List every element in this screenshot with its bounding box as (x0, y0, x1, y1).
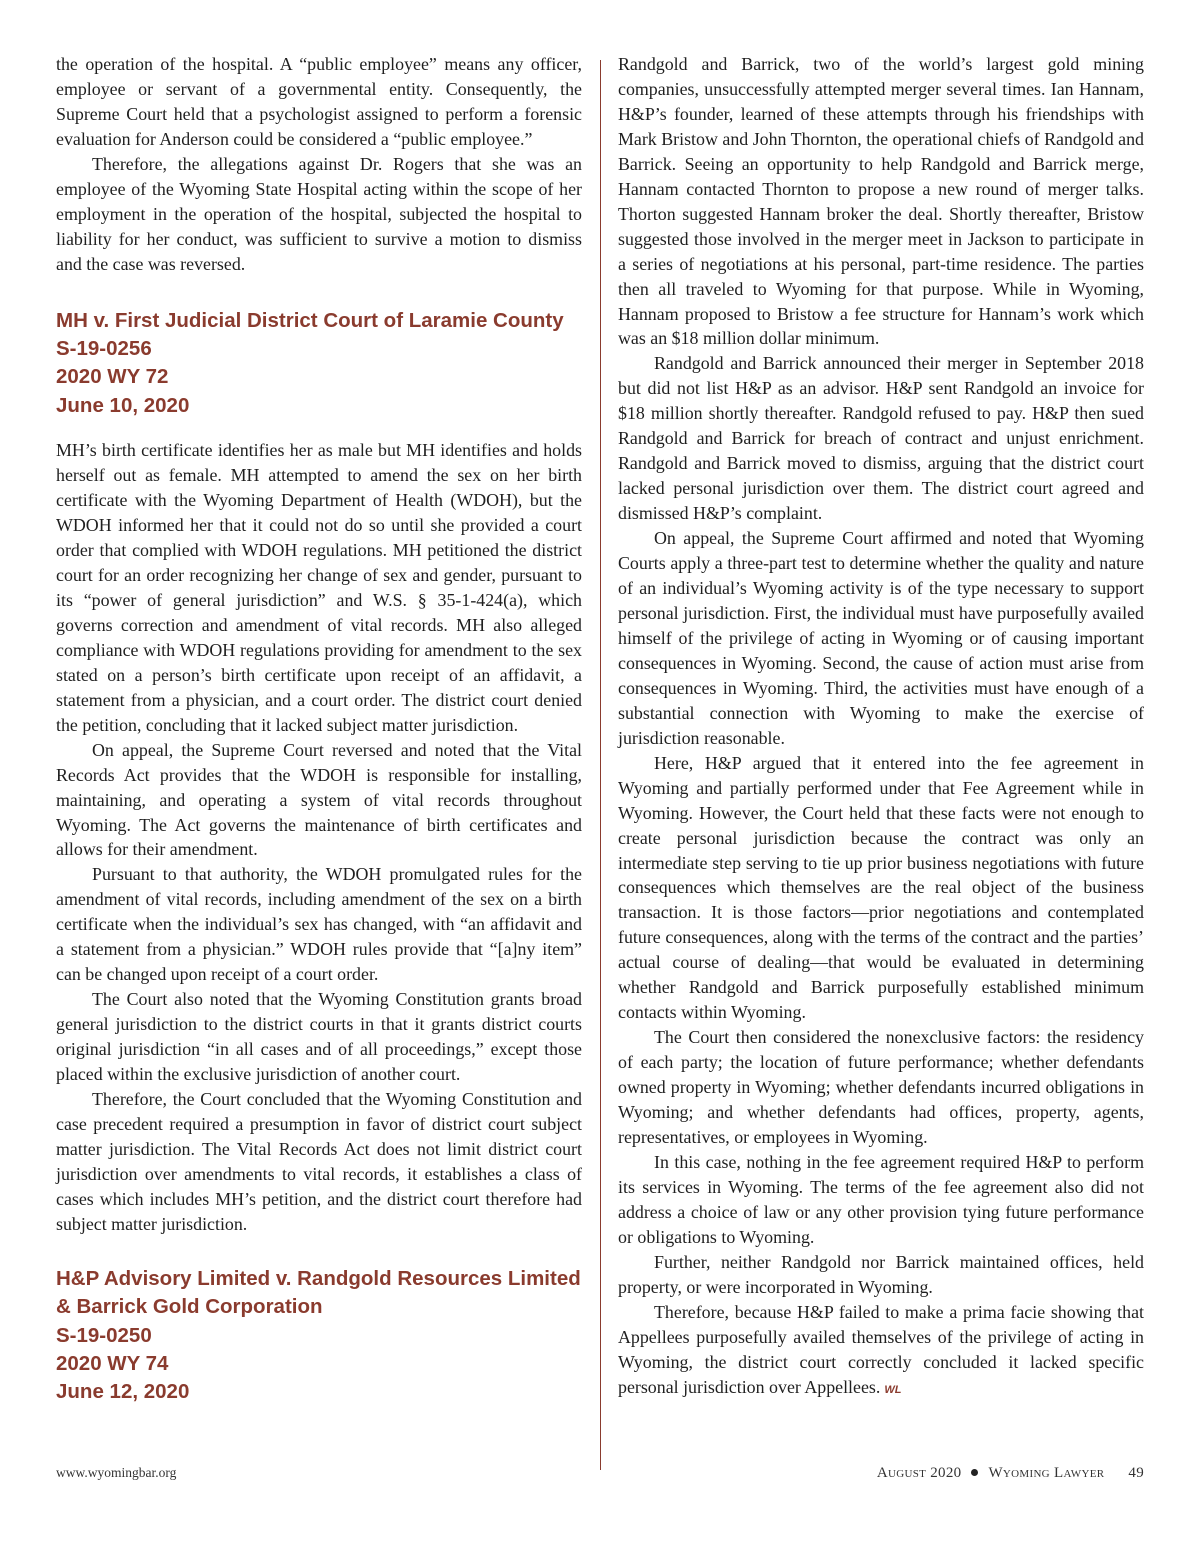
body-paragraph: Randgold and Barrick, two of the world’s largest gold mining companies, unsuccessfully attempted merger several times. Ian Hannam, H&P’s founder, learned of these attempts through his friendships with Mark Bristow and John Thornton, the operational chiefs of Randgold and Barrick. Seeing an opportunity to help Randgold and Barrick merge, Hannam contacted Thornton to propose a new round of merger talks. Thorton suggested Hannam broker the deal. Shortly thereafter, Bristow suggested those involved in the merger meet in Jackson to participate in a series of negotiations at his personal, part-time residence. The parties then all traveled to Wyoming for that purpose. While in Wyoming, Hannam proposed to Bristow a fee structure for Hannam’s work which was an $18 million dollar minimum. (618, 54, 1144, 349)
body-paragraph: Therefore, the allegations against Dr. Rogers that she was an employee of the Wyoming State Hospital acting within the scope of her employment in the operation of the hospital, subjected the hospital to liability for her conduct, was sufficient to survive a motion to dismiss and the case was reversed. (56, 153, 582, 274)
page-number: 49 (1128, 1465, 1144, 1481)
end-mark: WL (884, 1383, 902, 1396)
body-paragraph: On appeal, the Supreme Court affirmed and noted that Wyoming Courts apply a three-part test to determine whether the quality and nature of an individual’s Wyoming activity is of the type necessary to support personal jurisdiction. First, the individual must have purposefully availed himself of the privilege of acting in Wyoming or of causing important consequences in Wyoming. Second, the cause of action must arise from consequences in Wyoming. Third, the activities must have enough of a substantial connection with Wyoming to make the exercise of jurisdiction reasonable. (618, 528, 1144, 748)
footer-website: www.wyomingbar.org (56, 1465, 177, 1480)
body-paragraph: the operation of the hospital. A “public employee” means any officer, employee or servant of a governmental entity. Consequently, the Supreme Court held that a psychologist assigned to perform a forensic evaluation for Anderson could be considered a “public employee.” (56, 54, 582, 149)
case-docket: S-19-0250 (56, 1323, 152, 1347)
case-docket: S-19-0256 (56, 336, 152, 360)
footer-info (877, 1465, 1144, 1482)
case-title: MH v. First Judicial District Court of Laramie County (56, 308, 564, 332)
left-column (56, 52, 582, 1407)
footer-publication: Wyoming Lawyer (988, 1465, 1105, 1481)
body-paragraph: MH’s birth certificate identifies her as male but MH identifies and holds herself out as female. MH attempted to amend the sex on her birth certificate with the Wyoming Department of Health (WDOH), but the WDOH informed her that it could not do so until she provided a court order that complied with WDOH regulations. MH petitioned the district court for an order recognizing her change of sex and gender, pursuant to its “power of general jurisdiction” and W.S. § 35-1-424(a), which governs correction and amendment of vital records. MH also alleged compliance with WDOH regulations providing for amendment to the sex stated on a person’s birth certificate upon receipt of an affidavit, a statement from a physician, and a court order. The district court denied the petition, concluding that it lacked subject matter jurisdiction. (56, 440, 582, 735)
case-date: June 12, 2020 (56, 1380, 190, 1404)
bullet-icon (971, 1469, 978, 1476)
case-heading-mh (56, 307, 582, 421)
body-paragraph: The Court also noted that the Wyoming Constitution grants broad general jurisdiction to the district courts in that it grants district courts original jurisdiction “in all cases and of all proceedings,” except those placed within the exclusive jurisdiction of another court. (56, 989, 582, 1085)
right-column (618, 52, 1144, 1402)
case-citation: 2020 WY 74 (56, 1351, 169, 1375)
final-paragraph-text: Therefore, because H&P failed to make a prima facie showing that Appellees purposefully availed themselves of the privilege of acting in Wyoming, the district court correctly concluded it lacked specific personal jurisdiction over Appellees. (618, 1301, 1144, 1397)
case-title: H&P Advisory Limited v. Randgold Resources Limited & Barrick Gold Corporation (56, 1266, 581, 1319)
case-citation: 2020 WY 72 (56, 365, 169, 389)
case-date: June 10, 2020 (56, 393, 190, 417)
body-paragraph: On appeal, the Supreme Court reversed and noted that the Vital Records Act provides that the WDOH is responsible for installing, maintaining, and operating a system of vital records throughout Wyoming. The Act governs the maintenance of birth certificates and allows for their amendment. (56, 739, 582, 860)
case-heading-hp (56, 1265, 582, 1407)
body-paragraph: Further, neither Randgold nor Barrick maintained offices, held property, or were incorporated in Wyoming. (618, 1251, 1144, 1297)
body-paragraph: Pursuant to that authority, the WDOH promulgated rules for the amendment of vital records, including amendment of the sex on a birth certificate when the individual’s sex has changed, with “an affidavit and a statement from a physician.” WDOH rules provide that “[a]ny item” can be changed upon receipt of a court order. (56, 864, 582, 985)
body-paragraph: Here, H&P argued that it entered into the fee agreement in Wyoming and partially performed under that Fee Agreement while in Wyoming. However, the Court held that these facts were not enough to create personal jurisdiction because the contract was only an intermediate step serving to tie up prior business negotiations with future consequences which themselves are the real object of the business transaction. It is those factors—prior negotiations and contemplated future consequences, along with the terms of the contract and the parties’ actual course of dealing—that would be evaluated in determining whether Randgold and Barrick purposefully established minimum contacts within Wyoming. (618, 752, 1144, 1023)
column-divider (600, 60, 601, 1470)
body-paragraph: The Court then considered the nonexclusive factors: the residency of each party; the location of future performance; whether defendants owned property in Wyoming; whether defendants incurred obligations in Wyoming; and whether defendants had offices, property, agents, representatives, or employees in Wyoming. (618, 1027, 1144, 1147)
body-paragraph-final (618, 1300, 1144, 1403)
footer-issue: August 2020 (876, 1465, 962, 1481)
body-paragraph: In this case, nothing in the fee agreement required H&P to perform its services in Wyoming. The terms of the fee agreement also did not address a choice of law or any other provision tying future performance or obligations to Wyoming. (618, 1151, 1144, 1247)
body-paragraph: Therefore, the Court concluded that the Wyoming Constitution and case precedent required a presumption in favor of district court subject matter jurisdiction. The Vital Records Act does not limit district court jurisdiction over amendments to vital records, it establishes a class of cases which includes MH’s petition, and the district court therefore had subject matter jurisdiction. (56, 1088, 582, 1234)
body-paragraph: Randgold and Barrick announced their merger in September 2018 but did not list H&P as an advisor. H&P sent Randgold an invoice for $18 million shortly thereafter. Randgold refused to pay. H&P then sued Randgold and Barrick for breach of contract and unjust enrichment. Randgold and Barrick moved to dismiss, arguing that the district court lacked personal jurisdiction over them. The district court agreed and dismissed H&P’s complaint. (618, 353, 1144, 524)
